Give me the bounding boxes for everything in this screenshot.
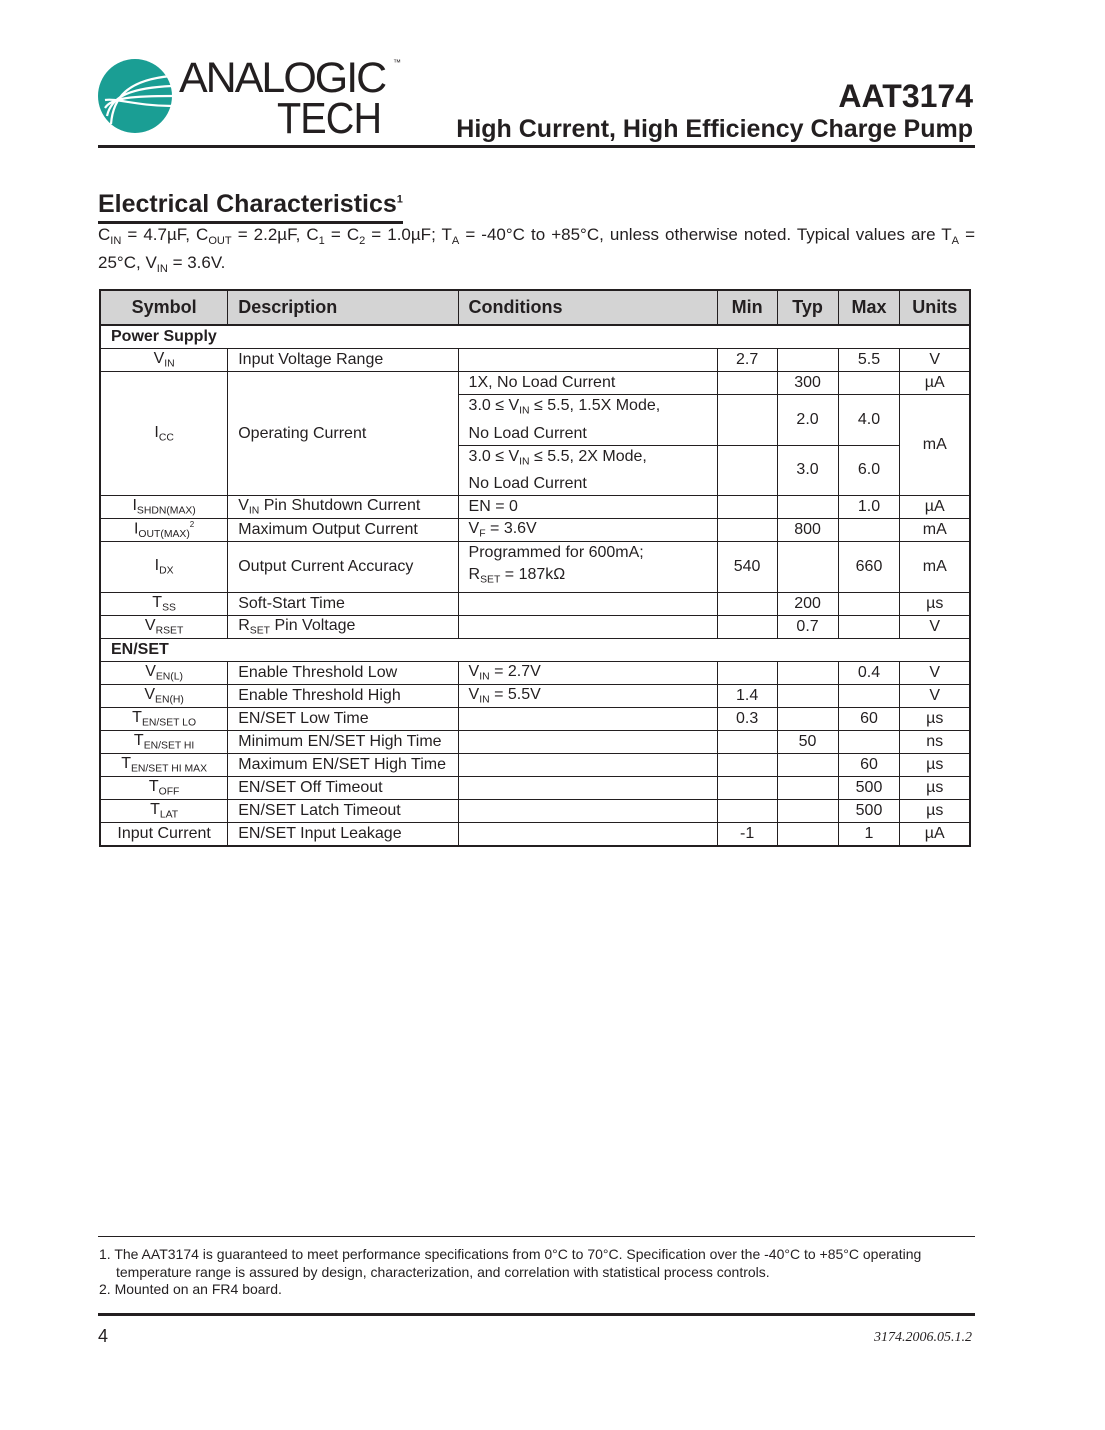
units-cell: mA	[900, 519, 970, 542]
max-cell: 60	[838, 707, 900, 730]
max-cell: 500	[838, 776, 900, 799]
min-cell: 0.3	[717, 707, 777, 730]
group-row-en-set	[100, 638, 970, 661]
table-header-row	[100, 290, 970, 325]
units-cell: µA	[900, 372, 970, 395]
description-cell: Input Voltage Range	[228, 349, 458, 372]
max-cell	[838, 519, 900, 542]
max-cell: 1	[838, 822, 900, 846]
header-units: Units	[900, 290, 970, 325]
max-cell	[838, 684, 900, 707]
group-label: EN/SET	[100, 638, 970, 661]
analogictech-logo	[97, 54, 417, 143]
min-cell: -1	[717, 822, 777, 846]
typ-cell	[777, 799, 838, 822]
max-cell: 4.0	[838, 395, 900, 446]
description-cell: Enable Threshold High	[228, 684, 458, 707]
typ-cell	[777, 707, 838, 730]
units-cell: mA	[900, 542, 970, 593]
typ-cell: 2.0	[777, 395, 838, 446]
conditions-cell	[458, 753, 717, 776]
min-cell	[717, 730, 777, 753]
symbol-cell: Input Current	[100, 822, 228, 846]
conditions-cell: $V_F = 3.6V$	[458, 519, 717, 542]
conditions-cell	[458, 799, 717, 822]
units-cell: V	[900, 661, 970, 684]
conditions-cell	[458, 615, 717, 638]
conditions-cell: EN = 0	[458, 496, 717, 519]
table-row	[100, 799, 970, 822]
header-divider	[98, 145, 975, 148]
units-cell: µs	[900, 799, 970, 822]
units-cell: mA	[900, 395, 970, 496]
units-cell: µs	[900, 753, 970, 776]
header-min: Min	[717, 290, 777, 325]
table-row	[100, 615, 970, 638]
min-cell	[717, 445, 777, 496]
conditions-cell: Programmed for 600mA; $R_{SET} = 187k\Omega$	[458, 542, 717, 593]
typ-cell: 800	[777, 519, 838, 542]
symbol-cell: $V_{EN(L)}$	[100, 661, 228, 684]
symbol-cell: $I_{CC}$	[100, 372, 228, 496]
description-cell: $V_{IN}$ Pin Shutdown Current	[228, 496, 458, 519]
footnote-ref-2: 2	[189, 520, 195, 530]
product-subtitle: High Current, High Efficiency Charge Pump	[456, 115, 973, 143]
min-cell	[717, 615, 777, 638]
footnote-2: 2. Mounted on an FR4 board.	[99, 1281, 282, 1297]
min-cell	[717, 496, 777, 519]
max-cell	[838, 592, 900, 615]
max-cell: 500	[838, 799, 900, 822]
max-cell: 660	[838, 542, 900, 593]
conditions-cell: $V_{IN} = 2.7V$	[458, 661, 717, 684]
table-row	[100, 349, 970, 372]
electrical-characteristics-table	[99, 289, 971, 847]
description-cell: EN/SET Latch Timeout	[228, 799, 458, 822]
min-cell	[717, 519, 777, 542]
conditions-cell: $V_{IN} = 5.5V$	[458, 684, 717, 707]
typ-cell	[777, 776, 838, 799]
table-row	[100, 542, 970, 593]
units-cell: µs	[900, 776, 970, 799]
symbol-cell: $T_{EN/SET HI}$	[100, 730, 228, 753]
typ-cell	[777, 684, 838, 707]
symbol-cell: $I_{DX}$	[100, 542, 228, 593]
group-row-power-supply	[100, 325, 970, 349]
units-cell: V	[900, 349, 970, 372]
conditions-cell: 1X, No Load Current	[458, 372, 717, 395]
footnote-1: 1. The AAT3174 is guaranteed to meet performance specifications from 0°C to 70°C. Specification over the -40°C to +85°C operating temperature range is assured by design, characterization, and correlation with statistical process controls.	[99, 1246, 922, 1280]
description-cell: EN/SET Off Timeout	[228, 776, 458, 799]
section-title	[98, 190, 403, 224]
table-row	[100, 776, 970, 799]
typ-cell	[777, 753, 838, 776]
typ-cell: 300	[777, 372, 838, 395]
footnote-ref-1: 1	[396, 193, 403, 206]
description-cell: Operating Current	[228, 372, 458, 496]
max-cell: 1.0	[838, 496, 900, 519]
symbol-cell: $V_{IN}$	[100, 349, 228, 372]
page-number: 4	[98, 1326, 109, 1346]
typ-cell: 0.7	[777, 615, 838, 638]
min-cell	[717, 799, 777, 822]
units-cell: µA	[900, 496, 970, 519]
footer-divider	[98, 1313, 975, 1316]
min-cell: 540	[717, 542, 777, 593]
part-number: AAT3174	[838, 78, 973, 114]
units-cell: V	[900, 615, 970, 638]
header-symbol: Symbol	[100, 290, 228, 325]
min-cell	[717, 661, 777, 684]
table-row	[100, 822, 970, 846]
footnotes	[99, 1246, 969, 1299]
min-cell	[717, 776, 777, 799]
typ-cell	[777, 661, 838, 684]
symbol-cell: $T_{LAT}$	[100, 799, 228, 822]
description-cell: Minimum EN/SET High Time	[228, 730, 458, 753]
typ-cell	[777, 542, 838, 593]
max-cell	[838, 730, 900, 753]
units-cell: ns	[900, 730, 970, 753]
table-row	[100, 592, 970, 615]
header-conditions: Conditions	[458, 290, 717, 325]
min-cell: 2.7	[717, 349, 777, 372]
conditions-cell	[458, 592, 717, 615]
test-conditions-intro: $C_{IN} = 4.7\mu F$, $C_{OUT} = 2.2\mu F$, $C_1 = C_2 = 1.0\mu F$; $T_A = -40^\circ C$ to +85°C, unless otherwise noted. Typical values are $T_A = 25^\circ C$, $V_{IN} = 3.6V$.	[98, 225, 976, 275]
description-cell: $R_{SET}$ Pin Voltage	[228, 615, 458, 638]
symbol-cell: $T_{SS}$	[100, 592, 228, 615]
table-row	[100, 730, 970, 753]
units-cell: µs	[900, 707, 970, 730]
max-cell	[838, 615, 900, 638]
symbol-cell: $I_{SHDN(MAX)}$	[100, 496, 228, 519]
typ-cell	[777, 349, 838, 372]
units-cell: V	[900, 684, 970, 707]
typ-cell: 200	[777, 592, 838, 615]
max-cell	[838, 372, 900, 395]
conditions-cell: $3.0 \le V_{IN} \le 5.5$, 2X Mode, No Load Current	[458, 445, 717, 496]
conditions-cell	[458, 349, 717, 372]
table-row	[100, 661, 970, 684]
typ-cell: 50	[777, 730, 838, 753]
min-cell	[717, 372, 777, 395]
description-cell: Output Current Accuracy	[228, 542, 458, 593]
max-cell: 60	[838, 753, 900, 776]
symbol-cell: $T_{EN/SET HI MAX}$	[100, 753, 228, 776]
conditions-cell	[458, 822, 717, 846]
conditions-cell	[458, 707, 717, 730]
footnote-divider	[98, 1236, 975, 1237]
units-cell: µA	[900, 822, 970, 846]
description-cell: Maximum Output Current	[228, 519, 458, 542]
units-cell: µs	[900, 592, 970, 615]
symbol-cell: $T_{EN/SET LO}$	[100, 707, 228, 730]
table-row	[100, 372, 970, 395]
description-cell: EN/SET Input Leakage	[228, 822, 458, 846]
symbol-cell: $V_{RSET}$	[100, 615, 228, 638]
table-row	[100, 519, 970, 542]
logo-swoosh-icon	[97, 58, 173, 134]
header-max: Max	[838, 290, 900, 325]
group-label: Power Supply	[100, 325, 970, 349]
symbol-cell: $T_{OFF}$	[100, 776, 228, 799]
min-cell	[717, 395, 777, 446]
table-row	[100, 707, 970, 730]
conditions-cell: $3.0 \le V_{IN} \le 5.5$, 1.5X Mode, No Load Current	[458, 395, 717, 446]
min-cell	[717, 753, 777, 776]
description-cell: Soft-Start Time	[228, 592, 458, 615]
document-code: 3174.2006.05.1.2	[874, 1330, 972, 1345]
table-row	[100, 684, 970, 707]
table-row	[100, 496, 970, 519]
symbol-cell: $I_{OUT(MAX)}^2$	[100, 519, 228, 542]
logo-text-tech: TECH	[277, 94, 382, 143]
max-cell: 6.0	[838, 445, 900, 496]
description-cell: Maximum EN/SET High Time	[228, 753, 458, 776]
max-cell: 0.4	[838, 661, 900, 684]
typ-cell	[777, 822, 838, 846]
symbol-cell: $V_{EN(H)}$	[100, 684, 228, 707]
typ-cell: 3.0	[777, 445, 838, 496]
max-cell: 5.5	[838, 349, 900, 372]
conditions-cell	[458, 776, 717, 799]
header-typ: Typ	[777, 290, 838, 325]
description-cell: EN/SET Low Time	[228, 707, 458, 730]
logo-text-analogic: ANALOGIC	[179, 54, 386, 102]
description-cell: Enable Threshold Low	[228, 661, 458, 684]
min-cell	[717, 592, 777, 615]
header-description: Description	[228, 290, 458, 325]
min-cell: 1.4	[717, 684, 777, 707]
section-title-text: Electrical Characteristics	[98, 190, 397, 218]
table-row	[100, 753, 970, 776]
typ-cell	[777, 496, 838, 519]
conditions-cell	[458, 730, 717, 753]
logo-trademark: ™	[393, 58, 401, 67]
